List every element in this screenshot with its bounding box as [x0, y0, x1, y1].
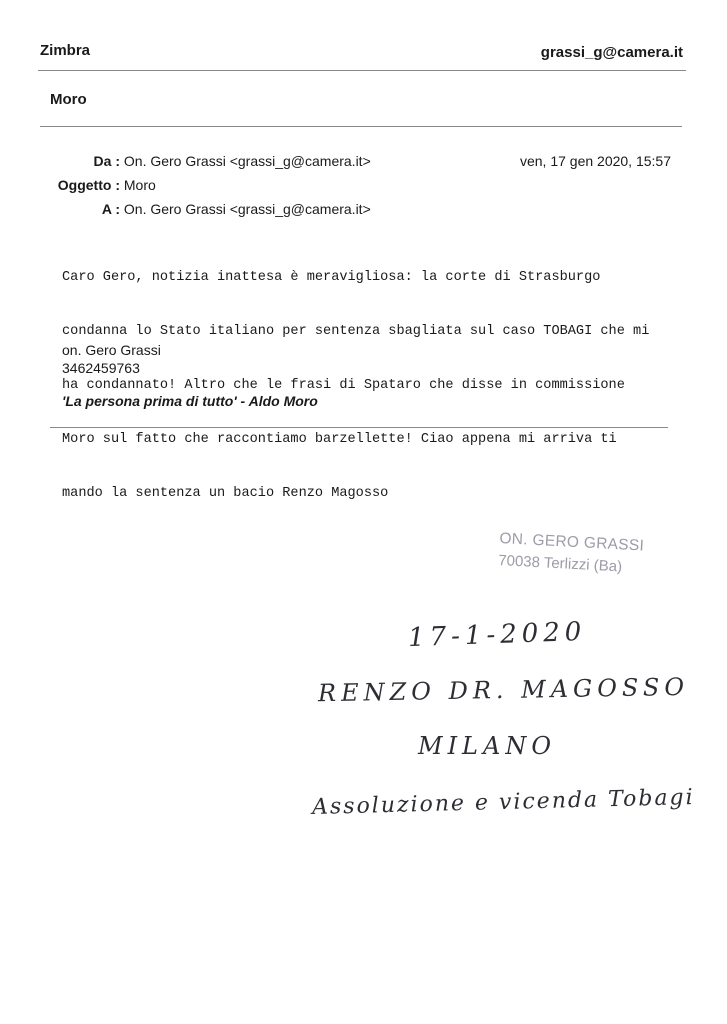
- subject-row: [50, 177, 156, 193]
- subject-label: Oggetto :: [57, 177, 120, 193]
- handwritten-recipient: RENZO DR. MAGOSSO: [317, 672, 690, 708]
- message-body: [62, 233, 682, 521]
- app-name: Zimbra: [40, 42, 91, 59]
- message-date: ven, 17 gen 2020, 15:57: [519, 153, 671, 169]
- stamp-address: 70038 Terlizzi (Ba): [497, 551, 623, 576]
- stamp-name: ON. GERO GRASSI: [499, 529, 645, 555]
- to-value: On. Gero Grassi <grassi_g@camera.it>: [123, 201, 371, 217]
- handwritten-city: MILANO: [418, 732, 556, 760]
- signature-quote: 'La persona prima di tutto' - Aldo Moro: [62, 393, 318, 409]
- body-line: ha condannato! Altro che le frasi di Spataro che disse in commissione: [62, 378, 625, 393]
- from-label: Da :: [93, 153, 120, 169]
- handwritten-date: 17-1-2020: [407, 616, 587, 654]
- to-row: [50, 201, 371, 217]
- body-line: Moro sul fatto che raccontiamo barzellette! Ciao appena mi arriva ti: [62, 432, 617, 447]
- body-line: condanna lo Stato italiano per sentenza sbagliata sul caso TOBAGI che mi: [62, 324, 650, 339]
- signature-phone: 3462459763: [62, 360, 140, 376]
- to-label: A :: [101, 201, 120, 217]
- from-row: [50, 153, 371, 169]
- signature-name: on. Gero Grassi: [62, 342, 161, 358]
- account-email: grassi_g@camera.it: [540, 44, 683, 61]
- header-divider: [38, 70, 686, 71]
- message-subject-title: Moro: [50, 91, 87, 108]
- handwritten-note: Assoluzione e vicenda Tobagi: [311, 784, 695, 821]
- body-line: Caro Gero, notizia inattesa è meravigliosa: la corte di Strasburgo: [62, 270, 601, 285]
- ink-stamp: [498, 528, 645, 580]
- subject-value: Moro: [123, 177, 156, 193]
- from-value: On. Gero Grassi <grassi_g@camera.it>: [123, 153, 371, 169]
- footer-divider: [50, 427, 668, 428]
- subject-divider: [40, 126, 682, 127]
- body-line: mando la sentenza un bacio Renzo Magosso: [62, 486, 389, 501]
